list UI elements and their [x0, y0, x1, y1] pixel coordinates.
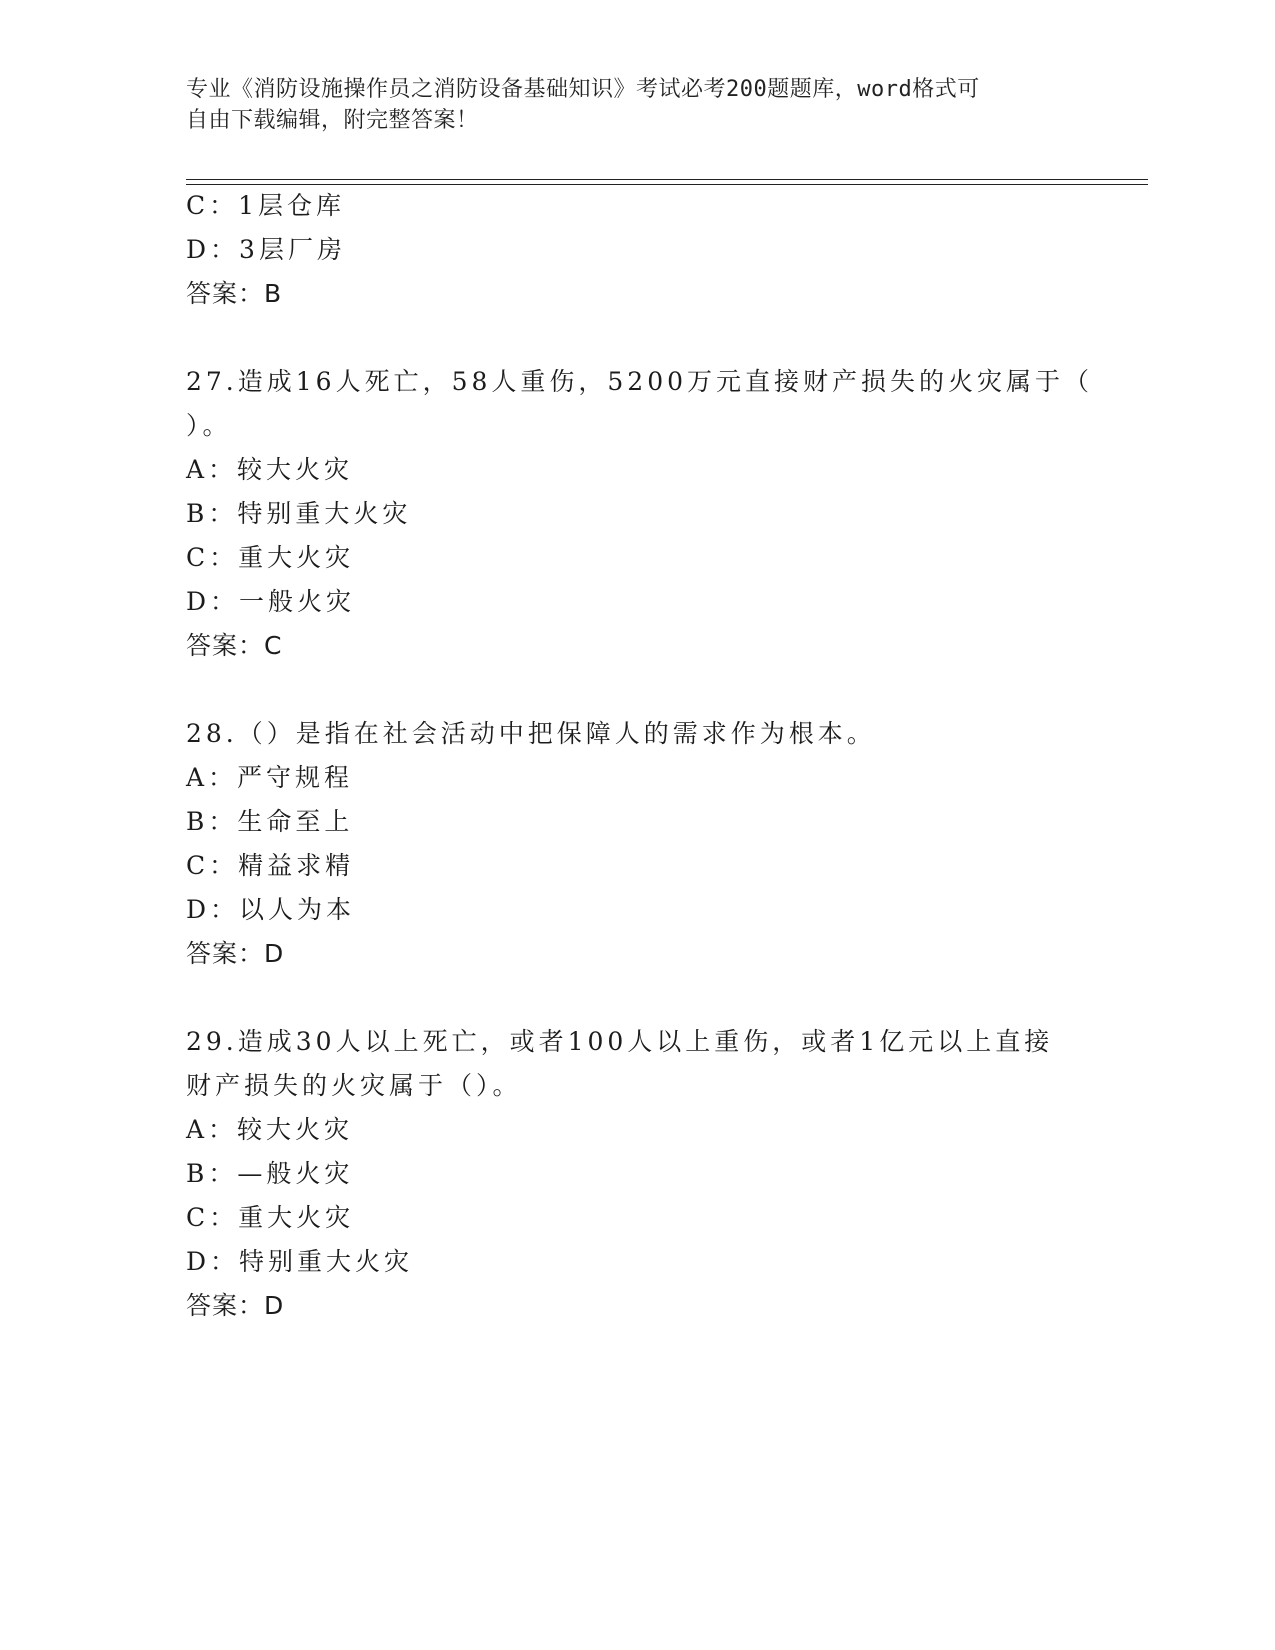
option-c: C：重大火灾 [186, 1203, 355, 1232]
header-divider-bottom [186, 184, 1148, 185]
question-27: 27.造成16人死亡，58人重伤，5200万元直接财产损失的火灾属于（ [186, 367, 1094, 396]
option-c: C：精益求精 [186, 851, 355, 880]
option-d: D：特别重大火灾 [186, 1247, 414, 1276]
option-b: B：—般火灾 [186, 1159, 354, 1188]
question-27-continued: ）。 [186, 411, 232, 440]
answer-line: 答案：D [186, 1291, 285, 1320]
option-d: D：一般火灾 [186, 587, 356, 616]
option-b: B：生命至上 [186, 807, 354, 836]
answer-line: 答案：C [186, 631, 283, 660]
header-divider-top [186, 179, 1148, 180]
header-line-2: 自由下载编辑，附完整答案！ [186, 108, 479, 133]
option-c: C：1层仓库 [186, 191, 346, 220]
question-29-continued: 财产损失的火灾属于（）。 [186, 1071, 522, 1100]
option-a: A：严守规程 [186, 763, 354, 792]
document-header [186, 74, 1066, 136]
option-d: D：以人为本 [186, 895, 356, 924]
question-28: 28.（）是指在社会活动中把保障人的需求作为根本。 [186, 719, 876, 748]
answer-line: 答案：D [186, 939, 285, 968]
answer-line: 答案：B [186, 279, 283, 308]
option-a: A：较大火灾 [186, 1115, 354, 1144]
header-line-1: 专业《消防设施操作员之消防设备基础知识》考试必考200题题库，word格式可 [186, 77, 980, 102]
option-a: A：较大火灾 [186, 455, 354, 484]
option-d: D：3层厂房 [186, 235, 346, 264]
question-29: 29.造成30人以上死亡，或者100人以上重伤，或者1亿元以上直接 [186, 1027, 1054, 1056]
option-c: C：重大火灾 [186, 543, 355, 572]
option-b: B：特别重大火灾 [186, 499, 412, 528]
